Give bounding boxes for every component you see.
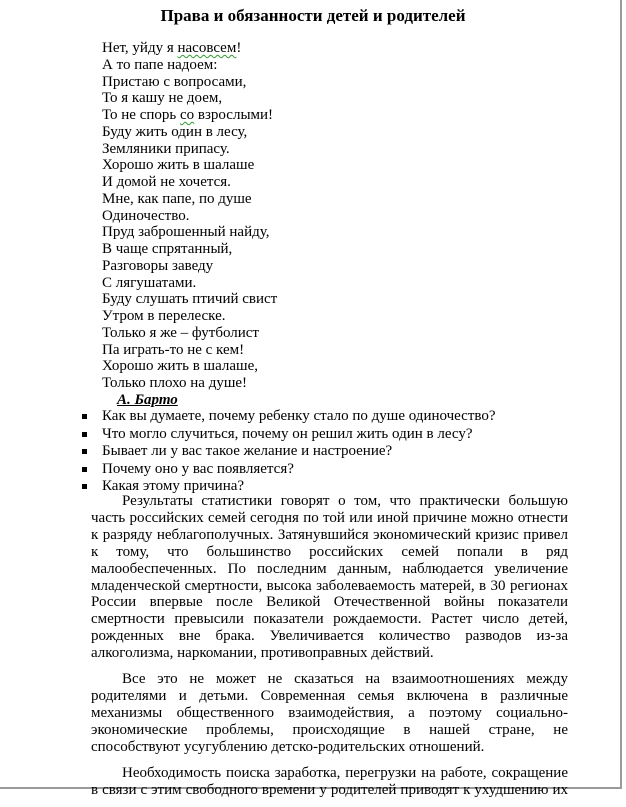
poem-line-text: С лягушатами. bbox=[102, 274, 197, 291]
poem-line-text: В чаще спрятанный, bbox=[102, 241, 233, 257]
poem-line bbox=[102, 90, 277, 107]
poem-line bbox=[102, 275, 277, 292]
poem-author: А. Барто bbox=[117, 392, 178, 408]
poem-line bbox=[102, 241, 277, 258]
square-bullet-icon bbox=[82, 432, 87, 437]
poem-line-text: Разговоры заведу bbox=[102, 257, 214, 274]
spellcheck-flagged-word[interactable]: насовсем bbox=[177, 40, 237, 56]
poem-line bbox=[102, 141, 277, 158]
poem-line bbox=[102, 107, 277, 124]
poem-line bbox=[102, 157, 277, 174]
poem-line-text: Мне, как папе, по душе bbox=[102, 190, 252, 207]
poem-line-text: Одиночество. bbox=[102, 207, 190, 224]
poem-line-text: Буду слушать птичий свист bbox=[102, 291, 278, 308]
question-item bbox=[82, 426, 496, 444]
poem-line-text: Только я же – футболист bbox=[102, 324, 259, 341]
poem-line bbox=[102, 191, 277, 208]
poem-line bbox=[102, 174, 277, 191]
poem-line-text: Только плохо на душе! bbox=[102, 375, 248, 391]
poem-line-text: Земляники припасу. bbox=[102, 140, 230, 157]
question-text: Почему оно у вас появляется? bbox=[102, 460, 294, 477]
poem-line bbox=[102, 308, 277, 325]
question-list bbox=[82, 408, 496, 496]
document-title: Права и обязанности детей и родителей bbox=[160, 6, 466, 25]
question-text: Бывает ли у вас такое желание и настроение? bbox=[102, 443, 393, 459]
square-bullet-icon bbox=[82, 484, 87, 489]
poem-line bbox=[102, 258, 277, 275]
poem-line bbox=[102, 208, 277, 225]
poem-line bbox=[102, 124, 277, 141]
poem-line-text: взрослыми! bbox=[194, 107, 274, 123]
question-item bbox=[82, 443, 496, 461]
poem-line-text: Па играть-то не с кем! bbox=[102, 341, 245, 358]
poem-line-text: Утром в перелеске. bbox=[102, 308, 226, 324]
poem-line-text: Пруд заброшенный найду, bbox=[102, 224, 270, 241]
poem-line bbox=[102, 74, 277, 91]
square-bullet-icon bbox=[82, 414, 87, 419]
question-text: Как вы думаете, почему ребенку стало по душе одиночество? bbox=[102, 408, 496, 424]
poem-line-text: То не спорь bbox=[102, 107, 180, 123]
paragraph: Необходимость поиска заработка, перегрузки на работе, сокращение в связи с этим свободного времени у родителей приводят к ухудшению их bbox=[91, 764, 568, 798]
poem-line bbox=[102, 358, 277, 375]
square-bullet-icon bbox=[82, 449, 87, 454]
question-item bbox=[82, 408, 496, 426]
square-bullet-icon bbox=[82, 467, 87, 472]
poem-line bbox=[102, 342, 277, 359]
poem-line bbox=[102, 224, 277, 241]
body-text bbox=[91, 493, 568, 807]
poem-line-text: То я кашу не доем, bbox=[102, 90, 223, 107]
question-item bbox=[82, 461, 496, 479]
poem-line-text: ! bbox=[236, 40, 242, 56]
poem-line bbox=[102, 57, 277, 74]
paragraph: Результаты статистики говорят о том, что практически большую часть российских семей сегодня по той или иной причине можно отнести к разряду неблагополучных. Затянувшийся экономический кризис привел к тому, что большинство российских семей попали в ряд малообеспеченных. По последним данным, наблюдается увеличение младенческой смертности, высока заболеваемость матерей, в 30 регионах России впервые после Великой Отечественной войны показатели смертности превысили показатели рождаемости. Растет число детей, рожденных вне брака. Увеличивается количество разводов из-за алкоголизма, наркомании, противоправных действий. bbox=[91, 493, 568, 662]
poem-line bbox=[102, 375, 277, 392]
poem-line-text: Пристаю с вопросами, bbox=[102, 73, 247, 90]
question-text: Что могло случиться, почему он решил жить один в лесу? bbox=[102, 425, 473, 442]
poem-line-text: Хорошо жить в шалаше bbox=[102, 157, 255, 174]
spellcheck-flagged-word[interactable]: со bbox=[180, 107, 195, 123]
poem-line-text: И домой не хочется. bbox=[102, 174, 231, 190]
poem-line bbox=[102, 40, 277, 57]
poem bbox=[102, 40, 277, 392]
poem-line bbox=[102, 325, 277, 342]
poem-line-text: Буду жить один в лесу, bbox=[102, 123, 248, 140]
poem-line-text: А то папе надоем: bbox=[102, 56, 218, 73]
poem-line-text: Нет, уйду я bbox=[102, 40, 178, 56]
question-text: Какая этому причина? bbox=[102, 478, 245, 494]
paragraph: Все это не может не сказаться на взаимоотношениях между родителями и детьми. Современная семья включена в различные механизмы общественного взаимодействия, а поэтому социально-экономические проблемы, происходящие в нашей стране, не способствуют усугублению детско-родительских отношений. bbox=[91, 671, 568, 755]
poem-line bbox=[102, 291, 277, 308]
poem-line-text: Хорошо жить в шалаше, bbox=[102, 358, 258, 375]
